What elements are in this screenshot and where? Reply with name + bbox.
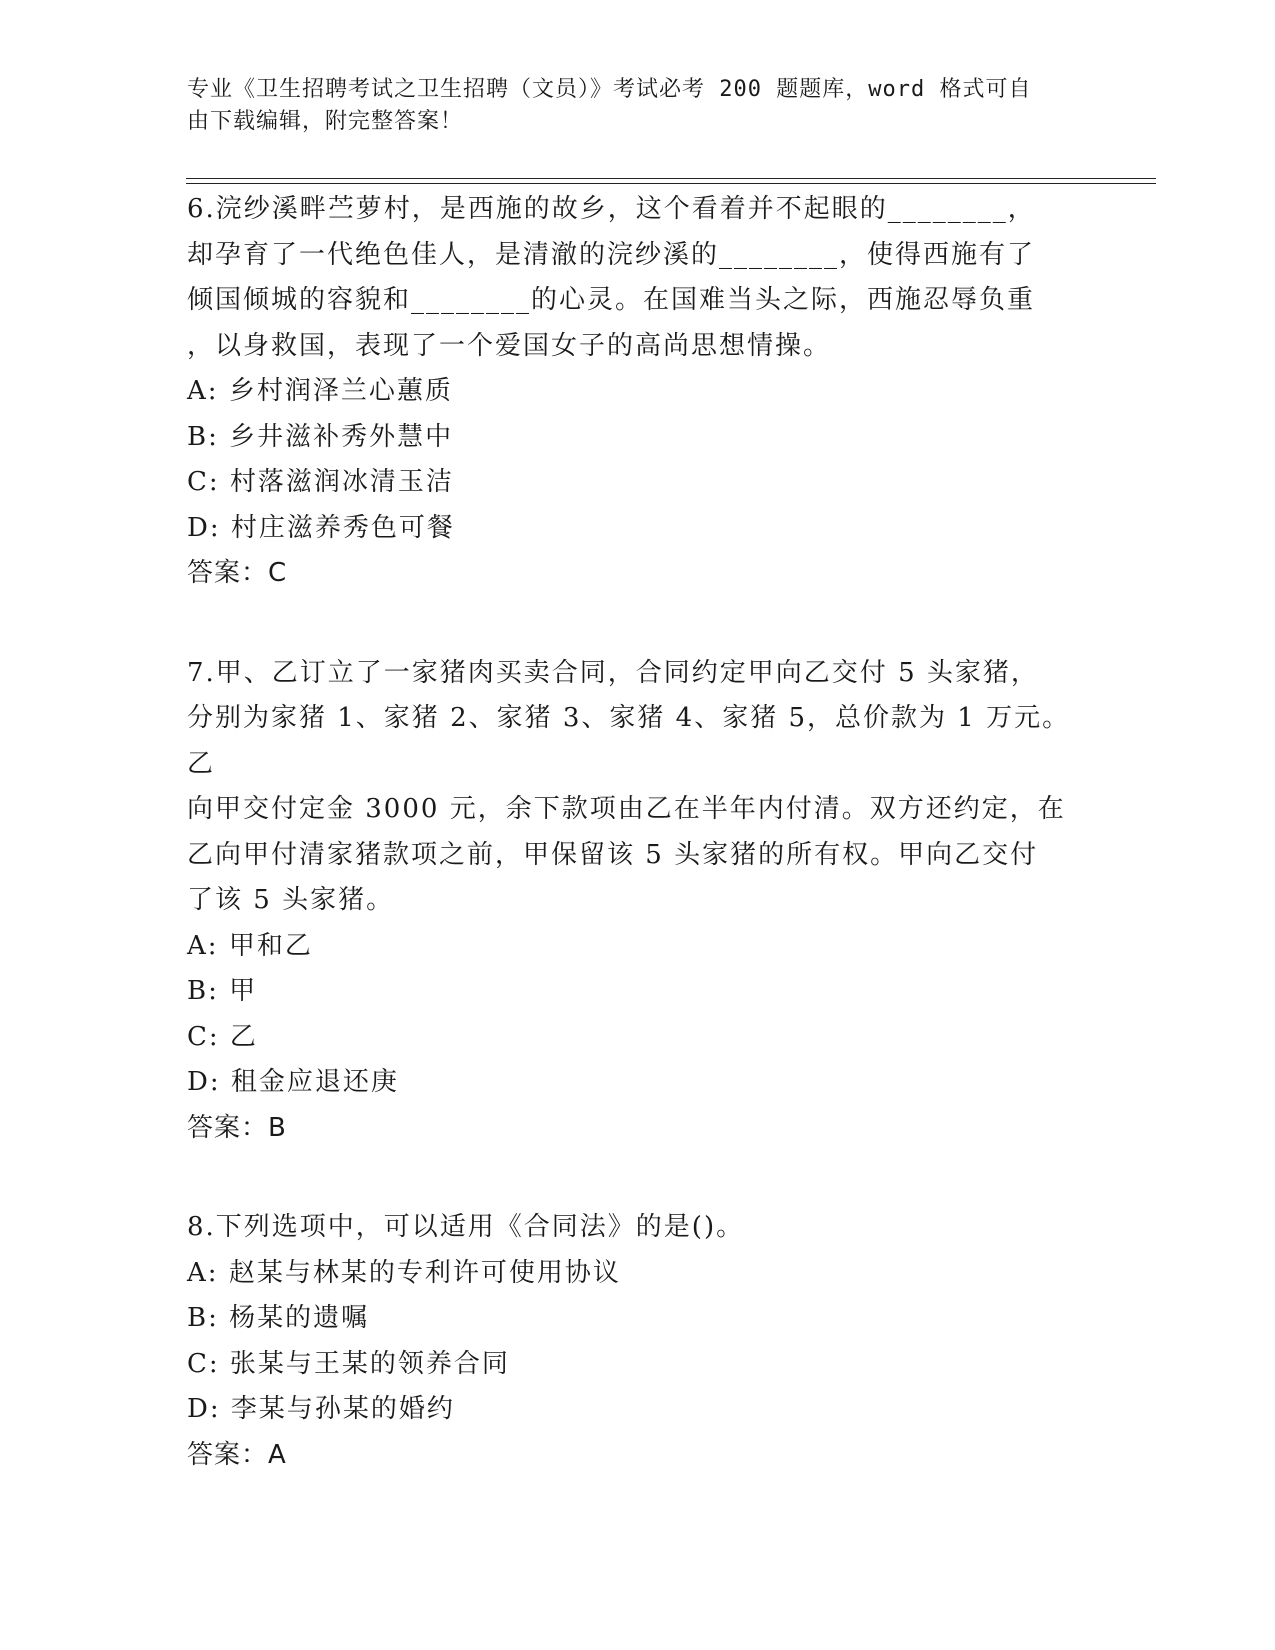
option-text: 甲和乙 [228, 930, 313, 961]
option-d [187, 1060, 1087, 1106]
option-letter: D: [187, 1067, 221, 1097]
header-line-1: 专业《卫生招聘考试之卫生招聘（文员）》考试必考 200 题题库，word 格式可自 [187, 77, 1032, 102]
option-c [187, 1015, 1087, 1061]
question-stem [187, 651, 1087, 924]
option-a [187, 924, 1087, 970]
question-line: ，以身救国，表现了一个爱国女子的高尚思想情操。 [187, 330, 832, 361]
option-letter: B: [187, 1303, 219, 1333]
question-stem [187, 187, 1087, 369]
option-letter: B: [187, 421, 219, 452]
option-c [187, 1342, 1087, 1388]
header-divider-top [186, 178, 1156, 179]
question-line: 乙向甲付清家猪款项之前，甲保留该 5 头家猪的所有权。甲向乙交付 [187, 839, 1039, 870]
option-text: 村落滋润冰清玉洁 [229, 467, 454, 497]
question-line: 8.下列选项中，可以适用《合同法》的是()。 [187, 1212, 745, 1242]
question-6 [187, 187, 1087, 597]
option-letter: A: [187, 376, 219, 406]
option-letter: B: [187, 976, 219, 1006]
option-text: 乡井滋补秀外慧中 [229, 421, 454, 452]
question-line: 7.甲、乙订立了一家猪肉买卖合同，合同约定甲向乙交付 5 头家猪， [187, 657, 1039, 688]
option-text: 杨某的遗嘱 [229, 1303, 370, 1333]
question-line: 倾国倾城的容貌和________的心灵。在国难当头之际，西施忍辱负重 [187, 285, 1036, 315]
question-line: 向甲交付定金 3000 元，余下款项由乙在半年内付清。双方还约定，在 [187, 794, 1066, 824]
option-text: 张某与王某的领养合同 [229, 1348, 510, 1379]
option-text: 乡村润泽兰心蕙质 [228, 376, 453, 406]
question-line: 6.浣纱溪畔苎萝村，是西施的故乡，这个看着并不起眼的________， [187, 194, 1036, 224]
option-letter: D: [187, 512, 221, 543]
question-spacer [187, 1151, 1087, 1205]
option-text: 乙 [229, 1021, 258, 1052]
option-b [187, 1296, 1087, 1342]
header-line-2: 由下载编辑，附完整答案！ [187, 109, 464, 134]
option-a [187, 369, 1087, 415]
question-list [187, 187, 1087, 1478]
option-letter: C: [187, 1021, 220, 1052]
question-stem [187, 1205, 1087, 1251]
option-text: 村庄滋养秀色可餐 [230, 512, 455, 543]
option-letter: C: [187, 467, 220, 497]
option-text: 甲 [229, 976, 258, 1006]
option-b [187, 415, 1087, 461]
option-d [187, 506, 1087, 552]
option-letter: C: [187, 1348, 220, 1379]
answer-label: 答案：A [187, 1439, 287, 1470]
answer-label: 答案：B [187, 1112, 287, 1143]
question-line: 分别为家猪 1、家猪 2、家猪 3、家猪 4、家猪 5，总价款为 1 万元。乙 [187, 703, 1071, 779]
question-spacer [187, 597, 1087, 651]
question-line: 了该 5 头家猪。 [187, 885, 395, 915]
option-letter: A: [187, 930, 219, 961]
question-7 [187, 651, 1087, 1152]
answer-label: 答案：C [187, 558, 288, 588]
question-line: 却孕育了一代绝色佳人，是清澈的浣纱溪的________，使得西施有了 [187, 239, 1036, 270]
option-text: 李某与孙某的婚约 [230, 1394, 455, 1424]
document-header [187, 74, 1077, 138]
option-d [187, 1387, 1087, 1433]
option-c [187, 460, 1087, 506]
option-b [187, 969, 1087, 1015]
option-a [187, 1251, 1087, 1297]
header-divider-bottom [186, 183, 1156, 184]
option-letter: D: [187, 1394, 221, 1424]
option-text: 租金应退还庚 [230, 1067, 399, 1097]
question-8 [187, 1205, 1087, 1478]
option-letter: A: [187, 1257, 219, 1288]
option-text: 赵某与林某的专利许可使用协议 [228, 1257, 621, 1288]
